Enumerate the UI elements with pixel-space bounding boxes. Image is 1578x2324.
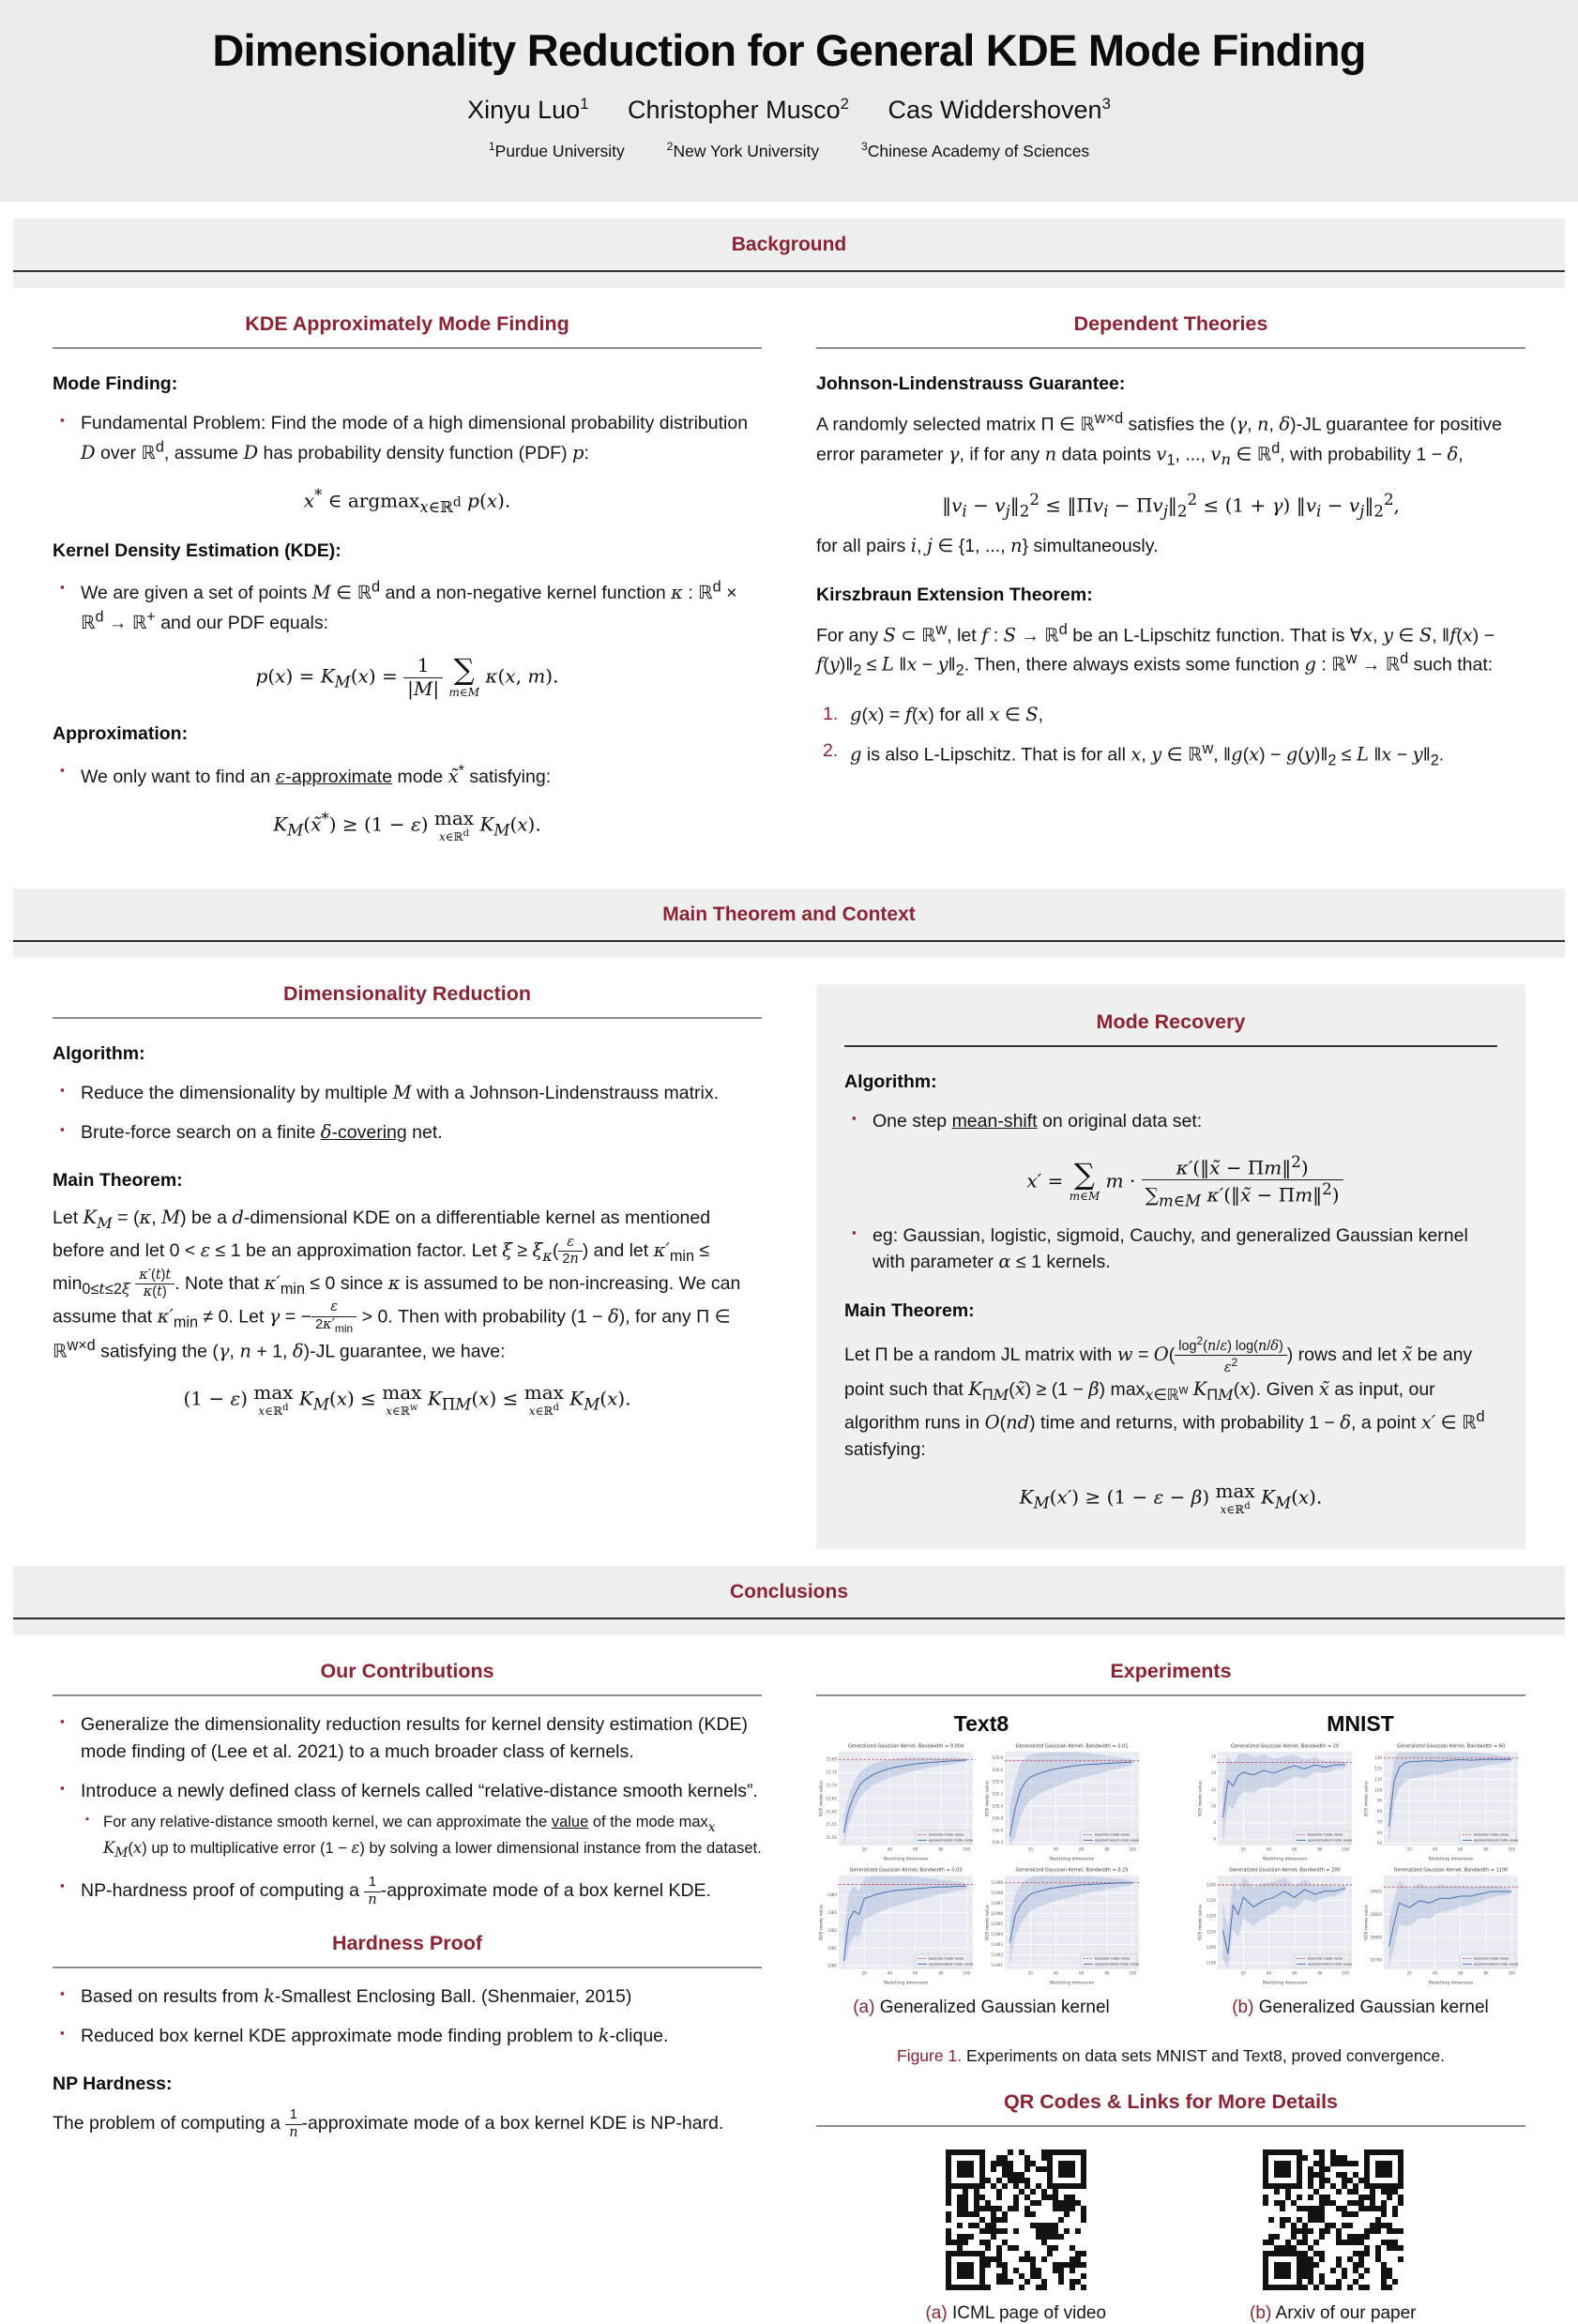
caption-tag: (a) — [925, 2303, 948, 2324]
svg-text:approximated mode value: approximated mode value — [929, 1962, 974, 1967]
svg-text:80: 80 — [1317, 1846, 1323, 1852]
main-theorem-paragraph: Let $K_M = (\kappa$, M) be a d-dimensional KDE on a differentiable kernel as mentioned before and let 0 < ε ≤ 1 be an approximation factor. Let $\xi \ge \xi_\kappa$( $\frac{\varepsilon}{2n}$ ) and let $\kappa'_{min} \le \min_{0\le t\le 2\xi}$ $\frac{\kappa'(t)t}{\kappa(t)}$ . Note that $\kappa'_{min} \le 0$ since κ is assumed to be non-increasing. We can assume that $\kappa'_{min} \ne 0$. Let γ = − $\frac{\varepsilon}{2\kappa'_{min}}$ > 0. Then with probability (1 − δ), for any Π ∈ ℝ$^{w\times d}$ satisfying the (γ, n + 1, δ)-JL guarantee, we have: — [53, 1207, 741, 1362]
svg-text:1380: 1380 — [827, 1963, 837, 1968]
mnist-plot-grid — [1195, 1740, 1525, 1986]
caption-tag: (a) — [853, 1997, 875, 2018]
text8-plot-grid — [816, 1740, 1146, 1986]
svg-text:approximated mode value: approximated mode value — [1474, 1838, 1519, 1843]
svg-text:15.80: 15.80 — [826, 1756, 837, 1762]
svg-text:80: 80 — [1317, 1970, 1323, 1976]
jl-guarantee-heading: Johnson-Lindenstrauss Guarantee: — [816, 373, 1126, 394]
kirszbraun-list — [816, 701, 1525, 772]
bullet-item — [53, 1876, 762, 1907]
affiliation-mark: 1 — [488, 140, 495, 153]
figure-caption-text: Experiments on data sets MNIST and Text8, proved convergence. — [965, 2046, 1445, 2066]
svg-text:90: 90 — [1376, 1798, 1382, 1803]
svg-text:80: 80 — [1483, 1970, 1489, 1976]
bullet-text: Based on results from k-Smallest Enclosing Ball. (Shenmaier, 2015) — [81, 1985, 632, 2008]
author-affil-mark: 2 — [840, 95, 849, 113]
mode-recovery-bullets — [844, 1108, 1497, 1276]
bullet-text: We are given a set of points M ∈ ℝ$^d$ and a non-negative kernel function κ : ℝ$^d$ × ℝ$^d$ → ℝ+ and our PDF equals: — [81, 578, 737, 634]
svg-text:baseline mode value: baseline mode value — [1308, 1956, 1343, 1961]
svg-text:KDE mode value: KDE mode value — [1364, 1781, 1370, 1817]
equation-main-theorem: (1 − ε) max x∈ℝ$^d$ $K_M(x)$ ≤ max x∈ℝ$^w$ $K_{\Pi M}(x)$ ≤ max x∈ℝ$^d$ $K_M(x)$. — [183, 1381, 631, 1419]
affiliation-mark: 2 — [666, 140, 674, 153]
svg-text:80: 80 — [938, 1970, 944, 1976]
svg-text:104.4: 104.4 — [992, 1840, 1003, 1846]
svg-text:KDE mode value: KDE mode value — [1198, 1905, 1204, 1941]
svg-text:60: 60 — [1458, 1970, 1464, 1976]
svg-text:80: 80 — [1376, 1809, 1382, 1815]
svg-text:15.75: 15.75 — [826, 1770, 837, 1775]
svg-text:60: 60 — [913, 1970, 918, 1976]
author-affil-mark: 3 — [1101, 95, 1111, 113]
qr-item-arxiv — [1250, 2149, 1416, 2324]
svg-text:40: 40 — [1432, 1970, 1438, 1976]
svg-text:baseline mode value: baseline mode value — [929, 1956, 964, 1961]
svg-text:100: 100 — [1342, 1846, 1350, 1852]
poster-header — [0, 0, 1578, 202]
block-title-divider — [53, 1694, 762, 1696]
block-title-kde-mode-finding: KDE Approximately Mode Finding — [245, 312, 569, 335]
algorithm-heading: Algorithm: — [844, 1071, 937, 1092]
svg-text:120: 120 — [1374, 1766, 1382, 1771]
convergence-plot-mnist-bw20 — [1195, 1740, 1357, 1862]
qr-code-row — [816, 2149, 1525, 2324]
caption-text: Generalized Gaussian kernel — [1258, 1997, 1489, 2018]
svg-text:110: 110 — [1374, 1777, 1382, 1783]
svg-text:KDE mode value: KDE mode value — [819, 1781, 825, 1817]
bullet-item — [53, 1080, 762, 1107]
svg-text:Sketching dimension: Sketching dimension — [1428, 1981, 1474, 1986]
qr-code-icml-icon — [946, 2149, 1086, 2290]
svg-text:11491: 11491 — [991, 1963, 1003, 1968]
block-title-divider — [816, 2125, 1525, 2127]
contributions-bullets — [53, 1711, 762, 1907]
mode-finding-heading: Mode Finding: — [53, 373, 178, 394]
bullet-item — [844, 1223, 1497, 1276]
svg-text:Generalized Gaussian Kernel, B: Generalized Gaussian Kernel, Bandwidth = 0.03 — [849, 1867, 963, 1874]
algorithm-bullets — [53, 1080, 762, 1146]
dataset-title-text8: Text8 — [953, 1711, 1009, 1737]
svg-text:105.8: 105.8 — [992, 1755, 1003, 1761]
svg-text:Sketching dimension: Sketching dimension — [883, 1981, 929, 1986]
block-title-divider — [816, 1694, 1525, 1696]
bullet-text: Introduce a newly defined class of kernels called “relative-distance smooth kernels”. — [81, 1780, 758, 1801]
approximation-heading: Approximation: — [53, 723, 189, 745]
svg-text:1383: 1383 — [827, 1910, 837, 1916]
bullet-text: We only want to find an ε-approximate mode x̃* satisfying: — [81, 762, 552, 787]
section-band-background — [13, 219, 1565, 288]
affiliation — [861, 142, 1089, 160]
qr-caption-a — [925, 2303, 1106, 2324]
equation-kde: $p(x) = K_M(x)$ = $\frac{1}{|M|}$ ∑ m∈M κ(x, m). — [255, 653, 559, 700]
numbered-item: g(x) = f(x) for all x ∈ S, — [850, 703, 1044, 725]
svg-text:baseline mode value: baseline mode value — [1474, 1956, 1510, 1961]
svg-text:40: 40 — [1053, 1970, 1059, 1976]
svg-text:20: 20 — [1027, 1970, 1033, 1976]
equation-mode: x* ∈ argmax$_{x\in ℝ^d}$ p(x). — [303, 485, 511, 516]
kirszbraun-paragraph: For any S ⊂ ℝ$^w$, let f : S → ℝ$^d$ be an L-Lipschitz function. That is ∀x, y ∈ S, ‖f(x) − $f(y)‖_2 \le L$ ‖x − $y‖_2$. Then, there always exists some function g : ℝ$^w$ → ℝ$^d$ such that: — [816, 620, 1495, 679]
svg-text:105.4: 105.4 — [992, 1779, 1003, 1785]
svg-text:Sketching dimension: Sketching dimension — [1049, 1981, 1095, 1986]
dimensionality-reduction-block — [53, 958, 762, 1422]
block-title-divider — [53, 347, 762, 349]
svg-text:Generalized Gaussian Kernel, B: Generalized Gaussian Kernel, Bandwidth = 60 — [1396, 1743, 1506, 1750]
mode-recovery-block — [816, 984, 1525, 1549]
convergence-plot-mnist-bw1100 — [1361, 1864, 1523, 1986]
kde-mode-finding-block — [53, 288, 762, 848]
mode-finding-bullets — [53, 410, 762, 467]
bullet-item — [53, 1711, 762, 1765]
svg-text:60: 60 — [1079, 1970, 1085, 1976]
svg-text:KDE mode value: KDE mode value — [985, 1781, 991, 1817]
bullet-text: Fundamental Problem: Find the mode of a high dimensional probability distribution D over ℝ$^d$, assume D has probability density function (PDF) p: — [81, 413, 749, 464]
affiliation-mark: 3 — [860, 140, 868, 153]
bullet-item — [844, 1108, 1497, 1210]
svg-text:14: 14 — [1210, 1770, 1216, 1776]
svg-text:Generalized Gaussian Kernel, B: Generalized Gaussian Kernel, Bandwidth = 1100 — [1393, 1867, 1509, 1874]
block-title-experiments: Experiments — [1110, 1660, 1232, 1683]
author-name: Xinyu Luo — [467, 96, 581, 124]
svg-text:11494: 11494 — [991, 1932, 1003, 1937]
equation-jl: $‖v_i$ − $v_j‖_2^2$ ≤ $‖\Pi v_i$ − $\Pi v_j‖_2^2 \le (1 + \gamma)$ $‖v_i$ − $v_j‖_2^2$, — [942, 490, 1400, 521]
svg-text:Sketching dimension: Sketching dimension — [1428, 1857, 1474, 1862]
svg-text:60: 60 — [1376, 1830, 1382, 1835]
convergence-plot-text8-bw001 — [982, 1740, 1144, 1862]
svg-text:baseline mode value: baseline mode value — [1095, 1832, 1130, 1837]
svg-text:1230: 1230 — [1206, 1898, 1216, 1904]
svg-text:105.0: 105.0 — [992, 1803, 1003, 1809]
main-theorem-heading: Main Theorem: — [53, 1170, 183, 1192]
subfigure-caption-a — [816, 1997, 1146, 2018]
jl-guarantee-post: for all pairs i, j ∈ {1, ..., n} simultaneously. — [816, 535, 1159, 557]
bullet-text: Generalize the dimensionality reduction results for kernel density estimation (KDE) mode finding of (Lee et al. 2021) to a much broader class of kernels. — [81, 1714, 748, 1762]
svg-text:12: 12 — [1210, 1786, 1216, 1792]
block-title-divider — [53, 1967, 762, 1968]
svg-text:15.55: 15.55 — [826, 1822, 837, 1828]
svg-text:70: 70 — [1376, 1819, 1382, 1825]
svg-text:20: 20 — [1240, 1970, 1246, 1976]
svg-text:10810: 10810 — [1370, 1912, 1382, 1918]
block-title-divider — [844, 1045, 1497, 1047]
jl-guarantee-paragraph: A randomly selected matrix Π ∈ ℝ$^{w\times d}$ satisfies the (γ, n, δ)-JL guarantee for positive error parameter γ, if for any n data points $v_1$, ..., $v_n$ ∈ ℝ$^d$, with probability 1 − δ, — [816, 410, 1502, 469]
svg-text:1381: 1381 — [827, 1945, 837, 1951]
section-title-conclusions: Conclusions — [729, 1580, 848, 1602]
svg-text:1384: 1384 — [827, 1892, 837, 1898]
svg-text:20: 20 — [861, 1970, 867, 1976]
poster-title: Dimensionality Reduction for General KDE Mode Finding — [212, 25, 1366, 75]
svg-text:20: 20 — [1027, 1846, 1033, 1852]
section-band-main-theorem — [13, 889, 1565, 958]
svg-text:100: 100 — [1508, 1970, 1516, 1976]
svg-text:40: 40 — [1053, 1846, 1059, 1852]
svg-text:11495: 11495 — [991, 1921, 1003, 1927]
svg-text:KDE mode value: KDE mode value — [1364, 1905, 1370, 1941]
mode-recovery-paragraph: Let Π be a random JL matrix with w = O( $\frac{\log^2(n/\varepsilon) \log(n/\delta)}{\varepsilon^2}$ ) rows and let x̃ be any point such that $K_{\Pi M}(x̃) \ge (1 - \beta)$ $\max_{x\in ℝ^w} K_{\Pi M}(x)$. Given x̃ as input, our algorithm runs in O(nd) time and returns, with probability 1 − δ, a point x′ ∈ ℝ$^d$ satisfying: — [844, 1333, 1485, 1460]
svg-text:1382: 1382 — [827, 1928, 837, 1934]
svg-text:Sketching dimension: Sketching dimension — [883, 1857, 929, 1862]
svg-text:1200: 1200 — [1206, 1945, 1216, 1951]
bullet-item — [53, 1778, 762, 1863]
svg-text:40: 40 — [887, 1846, 893, 1852]
svg-text:130: 130 — [1374, 1755, 1382, 1761]
svg-text:Generalized Gaussian Kernel, B: Generalized Gaussian Kernel, Bandwidth = 0.01 — [1015, 1743, 1129, 1750]
bullet-text: NP-hardness proof of computing a $\frac{1}{n}$ -approximate mode of a box kernel KDE. — [81, 1874, 711, 1907]
bullet-item — [53, 1119, 762, 1147]
svg-text:approximated mode value: approximated mode value — [929, 1838, 974, 1843]
sub-bullet-item: ▪ For any relative-distance smooth kernel, we can approximate the value of the mode $\max_x K_M(x)$ up to multiplicative error (1 − ε) by solving a lower dimensional instance from the dataset. — [81, 1812, 762, 1863]
svg-text:10790: 10790 — [1370, 1957, 1382, 1963]
svg-text:100: 100 — [1374, 1787, 1382, 1793]
affiliation-name: New York University — [673, 141, 820, 160]
block-title-dimensionality-reduction: Dimensionality Reduction — [282, 982, 531, 1005]
svg-text:1240: 1240 — [1206, 1882, 1216, 1888]
np-hardness-heading: NP Hardness: — [53, 2073, 173, 2095]
convergence-plot-text8-bw003 — [816, 1864, 978, 1986]
np-hardness-paragraph: The problem of computing a $\frac{1}{n}$ -approximate mode of a box kernel KDE is NP-hard. — [53, 2107, 724, 2141]
numbered-item: g is also L-Lipschitz. That is for all x, y ∈ ℝ$^w$, ‖g(x) − $g(y)‖_2 \le L$ ‖x − $y‖_2$. — [850, 740, 1445, 769]
svg-text:KDE mode value: KDE mode value — [1198, 1781, 1204, 1817]
svg-text:1190: 1190 — [1206, 1960, 1216, 1966]
caption-tag: (b) — [1250, 2303, 1272, 2324]
affiliation-list — [0, 140, 1578, 161]
svg-text:6: 6 — [1213, 1836, 1216, 1842]
bullet-text: Reduce the dimensionality by multiple M with a Johnson-Lindenstrauss matrix. — [81, 1082, 720, 1103]
conclusions-section — [0, 1635, 1578, 2324]
svg-text:80: 80 — [938, 1846, 944, 1852]
svg-text:100: 100 — [1129, 1970, 1137, 1976]
svg-text:100: 100 — [1129, 1846, 1137, 1852]
caption-tag: (b) — [1232, 1997, 1254, 2018]
convergence-plot-mnist-bw200 — [1195, 1864, 1357, 1986]
experiment-groups — [816, 1711, 1525, 2018]
svg-text:60: 60 — [1292, 1970, 1297, 1976]
contributions-sub-bullets — [81, 1812, 762, 1863]
qr-caption-b — [1250, 2303, 1416, 2324]
svg-text:40: 40 — [887, 1970, 893, 1976]
block-title-our-contributions: Our Contributions — [320, 1660, 494, 1683]
svg-text:11493: 11493 — [991, 1942, 1003, 1948]
bullet-item — [53, 577, 762, 637]
kde-heading: Kernel Density Estimation (KDE): — [53, 539, 341, 561]
svg-text:10800: 10800 — [1370, 1935, 1382, 1940]
block-title-divider — [53, 1017, 762, 1019]
svg-text:1220: 1220 — [1206, 1913, 1216, 1919]
section-title-main-theorem: Main Theorem and Context — [662, 903, 916, 925]
kde-bullets — [53, 577, 762, 637]
caption-text: Arxiv of our paper — [1275, 2303, 1417, 2324]
contributions-hardness-block — [53, 1635, 762, 2159]
qr-code-arxiv-icon — [1263, 2149, 1404, 2290]
convergence-plot-text8-bw025 — [982, 1864, 1144, 1986]
svg-text:10: 10 — [1210, 1803, 1216, 1809]
author — [888, 96, 1110, 124]
svg-text:Sketching dimension: Sketching dimension — [1049, 1857, 1095, 1862]
affiliation — [489, 142, 625, 160]
svg-text:80: 80 — [1483, 1846, 1489, 1852]
affiliation — [667, 142, 819, 160]
svg-text:60: 60 — [1292, 1846, 1297, 1852]
svg-text:Generalized Gaussian Kernel, B: Generalized Gaussian Kernel, Bandwidth = 200 — [1229, 1867, 1341, 1874]
equation-mode-recovery: $K_M(x') \ge (1 - \varepsilon - \beta)$ max x∈ℝ$^d$ $K_M(x)$. — [1019, 1480, 1323, 1517]
bullet-text: One step mean-shift on original data set: — [872, 1111, 1203, 1132]
experiments-qr-block — [816, 1635, 1525, 2324]
svg-text:approximated mode value: approximated mode value — [1308, 1838, 1353, 1843]
svg-text:Generalized Gaussian Kernel, B: Generalized Gaussian Kernel, Bandwidth = 0.25 — [1015, 1867, 1129, 1874]
bullet-item — [53, 2023, 762, 2050]
svg-text:Generalized Gaussian Kernel, B: Generalized Gaussian Kernel, Bandwidth = 20 — [1230, 1743, 1340, 1750]
svg-text:80: 80 — [1104, 1970, 1110, 1976]
convergence-plot-mnist-bw60 — [1361, 1740, 1523, 1862]
block-title-mode-recovery: Mode Recovery — [1096, 1010, 1246, 1033]
caption-text: ICML page of video — [952, 2303, 1107, 2324]
kirszbraun-heading: Kirszbraun Extension Theorem: — [816, 584, 1093, 605]
svg-text:100: 100 — [1342, 1970, 1350, 1976]
svg-text:100: 100 — [963, 1970, 971, 1976]
qr-item-icml — [925, 2149, 1106, 2324]
figure-label: Figure 1. — [897, 2046, 963, 2066]
bullet-text: Reduced box kernel KDE approximate mode finding problem to k-clique. — [81, 2024, 669, 2046]
svg-text:60: 60 — [913, 1846, 918, 1852]
svg-text:8: 8 — [1213, 1820, 1216, 1826]
main-theorem-section — [0, 958, 1578, 1549]
svg-text:Sketching dimension: Sketching dimension — [1262, 1857, 1308, 1862]
svg-text:40: 40 — [1266, 1846, 1272, 1852]
experiment-group-text8 — [816, 1711, 1146, 2018]
caption-text: Generalized Gaussian kernel — [879, 1997, 1110, 2018]
svg-text:11496: 11496 — [991, 1911, 1003, 1917]
algorithm-heading: Algorithm: — [53, 1043, 145, 1064]
figure-caption — [816, 2046, 1525, 2066]
author-affil-mark: 1 — [580, 95, 589, 113]
svg-text:KDE mode value: KDE mode value — [985, 1905, 991, 1941]
svg-text:104.6: 104.6 — [992, 1828, 1003, 1833]
svg-text:105.2: 105.2 — [992, 1791, 1003, 1797]
author-list — [0, 95, 1578, 125]
svg-text:Sketching dimension: Sketching dimension — [1262, 1981, 1308, 1986]
bullet-text: Brute-force search on a finite δ-covering net. — [81, 1120, 443, 1143]
bullet-text: eg: Gaussian, logistic, sigmoid, Cauchy, and generalized Gaussian kernel with parameter α ≤ 1 kernels. — [872, 1224, 1468, 1273]
dataset-title-mnist: MNIST — [1327, 1711, 1394, 1737]
svg-text:80: 80 — [1104, 1846, 1110, 1852]
svg-text:20: 20 — [1240, 1846, 1246, 1852]
svg-text:baseline mode value: baseline mode value — [1308, 1832, 1343, 1837]
svg-text:KDE mode value: KDE mode value — [819, 1905, 825, 1941]
svg-text:baseline mode value: baseline mode value — [1095, 1956, 1130, 1961]
svg-text:11499: 11499 — [991, 1880, 1003, 1886]
svg-text:11498: 11498 — [991, 1891, 1003, 1896]
svg-text:60: 60 — [1458, 1846, 1464, 1852]
main-theorem-heading: Main Theorem: — [844, 1299, 975, 1321]
author-name: Christopher Musco — [628, 96, 841, 124]
equation-mean-shift: x′ = ∑ m∈M m · $\frac{\kappa'(‖x̃ - \Pi m‖^2)}{\sum_{m\in M} \kappa'(‖x̃ - \Pi m‖^2)}$ — [872, 1154, 1497, 1210]
svg-text:15.65: 15.65 — [826, 1796, 837, 1801]
svg-text:1210: 1210 — [1206, 1929, 1216, 1935]
block-title-dependent-theories: Dependent Theories — [1073, 312, 1268, 335]
svg-text:baseline mode value: baseline mode value — [929, 1832, 964, 1837]
svg-text:105.6: 105.6 — [992, 1767, 1003, 1772]
svg-text:11497: 11497 — [991, 1901, 1003, 1906]
block-title-qr-codes: QR Codes & Links for More Details — [1003, 2090, 1338, 2114]
svg-text:15.60: 15.60 — [826, 1809, 837, 1815]
bullet-item — [53, 410, 762, 467]
svg-text:100: 100 — [1508, 1846, 1516, 1852]
affiliation-name: Purdue University — [494, 141, 625, 160]
author — [628, 96, 849, 124]
svg-text:approximated mode value: approximated mode value — [1095, 1962, 1140, 1967]
svg-text:60: 60 — [1079, 1846, 1085, 1852]
svg-text:100: 100 — [963, 1846, 971, 1852]
affiliation-name: Chinese Academy of Sciences — [867, 141, 1090, 160]
block-title-divider — [816, 347, 1525, 349]
svg-text:approximated mode value: approximated mode value — [1474, 1962, 1519, 1967]
background-section — [0, 288, 1578, 872]
section-band-conclusions — [13, 1566, 1565, 1635]
svg-text:20: 20 — [1406, 1970, 1412, 1976]
svg-text:11492: 11492 — [991, 1952, 1003, 1958]
bullet-item — [53, 1983, 762, 2011]
svg-text:approximated mode value: approximated mode value — [1095, 1838, 1140, 1843]
svg-text:16: 16 — [1210, 1754, 1216, 1759]
svg-text:baseline mode value: baseline mode value — [1474, 1832, 1510, 1837]
hardness-bullets — [53, 1983, 762, 2049]
svg-text:40: 40 — [1432, 1846, 1438, 1852]
block-title-hardness-proof: Hardness Proof — [331, 1932, 483, 1955]
svg-text:15.50: 15.50 — [826, 1835, 837, 1841]
svg-text:15.70: 15.70 — [826, 1783, 837, 1788]
approximation-bullets — [53, 760, 762, 790]
svg-text:Generalized Gaussian Kernel, B: Generalized Gaussian Kernel, Bandwidth = 0.004 — [847, 1743, 964, 1750]
author — [467, 96, 588, 124]
svg-text:20: 20 — [861, 1846, 867, 1852]
band-filler — [13, 1619, 1565, 1635]
svg-text:approximated mode value: approximated mode value — [1308, 1962, 1353, 1967]
dependent-theories-block — [816, 288, 1525, 772]
section-title-background: Background — [731, 233, 847, 255]
equation-approx-mode: $K_M(x̃^*) \ge (1 - \varepsilon)$ max x∈ℝ$^d$ $K_M(x)$. — [273, 807, 541, 844]
svg-text:50: 50 — [1376, 1841, 1382, 1846]
svg-text:20: 20 — [1406, 1846, 1412, 1852]
svg-text:10820: 10820 — [1370, 1889, 1382, 1894]
experiment-group-mnist — [1195, 1711, 1525, 2018]
svg-text:40: 40 — [1266, 1970, 1272, 1976]
author-name: Cas Widdershoven — [888, 96, 1102, 124]
band-filler — [13, 942, 1565, 958]
bullet-item — [53, 760, 762, 790]
subfigure-caption-b — [1195, 1997, 1525, 2018]
svg-text:104.8: 104.8 — [992, 1815, 1003, 1821]
band-filler — [13, 272, 1565, 288]
convergence-plot-text8-bw0004 — [816, 1740, 978, 1862]
